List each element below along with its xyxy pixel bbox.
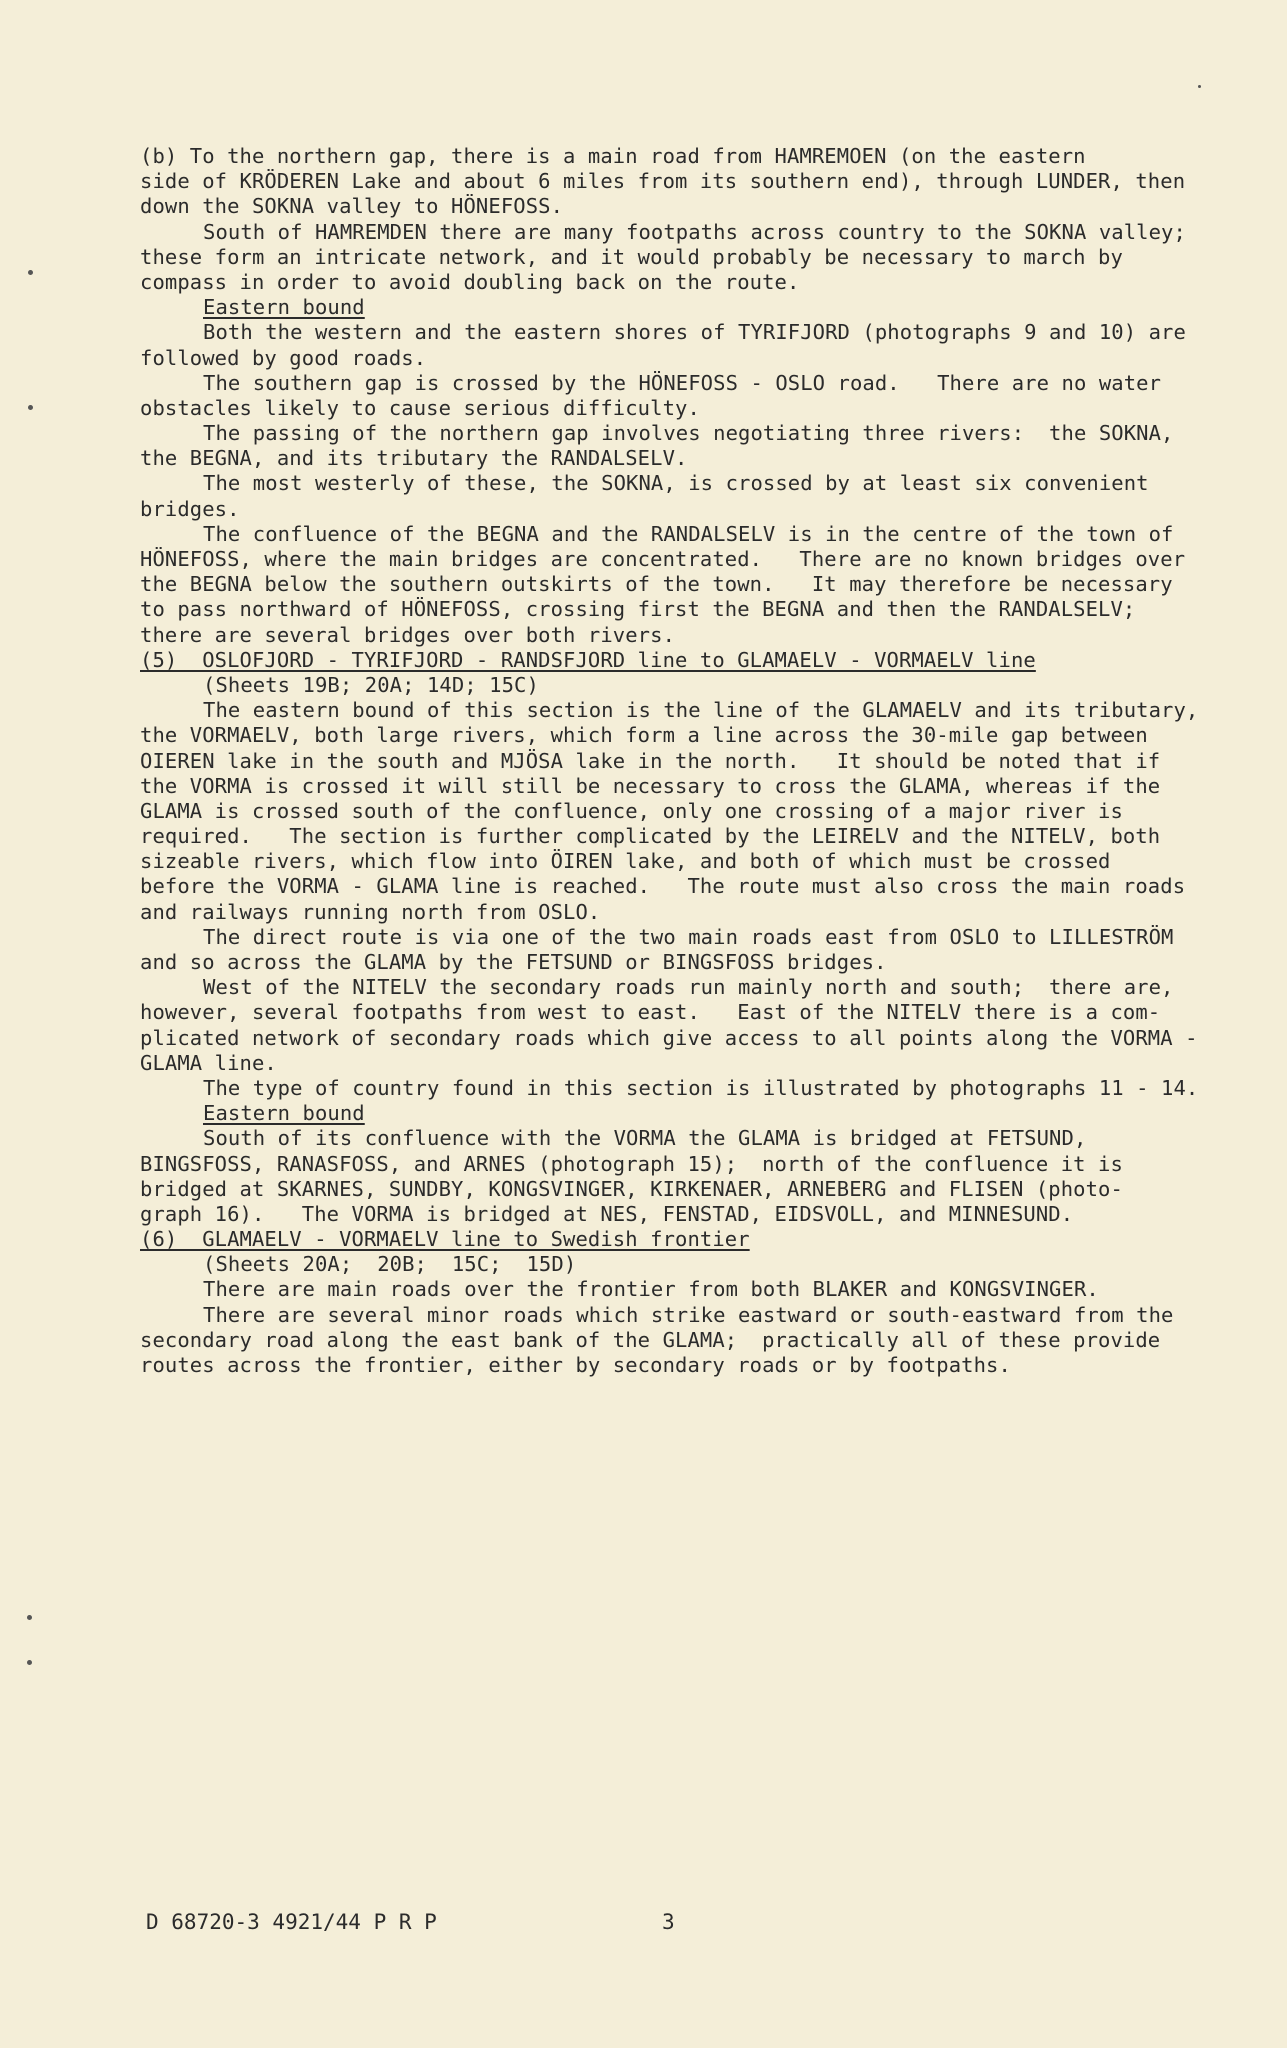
text-line: plicated network of secondary roads which give access to all points along the VORMA - (140, 1025, 1198, 1050)
text-line: South of HAMREMDEN there are many footpaths across country to the SOKNA valley; (203, 219, 1186, 244)
text-line: down the SOKNA valley to HÖNEFOSS. (140, 194, 564, 219)
sheet-reference: (Sheets 19B; 20A; 14D; 15C) (203, 672, 539, 697)
text-line: to pass northward of HÖNEFOSS, crossing first the BEGNA and then the RANDALSELV; (140, 597, 1136, 622)
text-line: the BEGNA, and its tributary the RANDALSELV. (140, 446, 688, 471)
margin-mark (27, 1615, 32, 1620)
document-reference-footer: D 68720-3 4921/44 P R P (146, 1910, 437, 1934)
text-line: there are several bridges over both rivers. (140, 622, 676, 647)
text-line: bridges. (140, 496, 240, 521)
text-line: before the VORMA - GLAMA line is reached. The route must also cross the main roads (140, 874, 1186, 899)
text-line: The most westerly of these, the SOKNA, is crossed by at least six convenient (203, 471, 1149, 496)
text-line: The type of country found in this section is illustrated by photographs 11 - 14. (203, 1075, 1199, 1100)
text-line: and railways running north from OSLO. (140, 899, 601, 924)
text-line: and so across the GLAMA by the FETSUND or BINGSFOSS bridges. (140, 950, 887, 974)
text-line: The eastern bound of this section is the line of the GLAMAELV and its tributary, (203, 698, 1199, 723)
text-line: graph 16). The VORMA is bridged at NES, FENSTAD, EIDSVOLL, and MINNESUND. (140, 1201, 1074, 1226)
section-heading: (5) OSLOFJORD - TYRIFJORD - RANDSFJORD line to GLAMAELV - VORMAELV line (140, 647, 1036, 672)
text-line: The confluence of the BEGNA and the RANDALSELV is in the centre of the town of (203, 521, 1174, 546)
text-line: sizeable rivers, which flow into ÖIREN lake, and both of which must be crossed (140, 849, 1111, 874)
text-line: HÖNEFOSS, where the main bridges are concentrated. There are no known bridges over (140, 547, 1186, 571)
text-line: West of the NITELV the secondary roads run mainly north and south; there are, (203, 975, 1174, 1000)
text-line: secondary road along the east bank of the GLAMA; practically all of these provide (140, 1327, 1161, 1352)
sheet-reference: (Sheets 20A; 20B; 15C; 15D) (203, 1252, 577, 1277)
section-heading: (6) GLAMAELV - VORMAELV line to Swedish frontier (140, 1227, 750, 1252)
text-line: GLAMA is crossed south of the confluence, only one crossing of a major river is (140, 798, 1123, 823)
margin-mark (28, 405, 33, 410)
text-line: compass in order to avoid doubling back on the route. (140, 269, 800, 294)
body-text (140, 144, 1220, 1403)
text-line: BINGSFOSS, RANASFOSS, and ARNES (photograph 15); north of the confluence it is (140, 1151, 1123, 1176)
text-line: obstacles likely to cause serious difficulty. (140, 395, 700, 420)
text-line: the VORMA is crossed it will still be necessary to cross the GLAMA, whereas if the (140, 773, 1161, 798)
text-line: however, several footpaths from west to east. East of the NITELV there is a com- (140, 1000, 1161, 1025)
text-line: the VORMAELV, both large rivers, which form a line across the 30-mile gap between (140, 723, 1148, 748)
text-line: GLAMA line. (140, 1050, 277, 1075)
text-line: followed by good roads. (140, 345, 427, 370)
section-heading: Eastern bound (203, 1101, 365, 1126)
page-number: 3 (662, 1910, 675, 1934)
text-line: The southern gap is crossed by the HÖNEFOSS - OSLO road. There are no water (203, 370, 1162, 395)
text-line (140, 1378, 1220, 1403)
margin-mark (27, 1660, 32, 1665)
text-line: OIEREN lake in the south and MJÖSA lake in the north. It should be noted that if (140, 748, 1161, 773)
text-line: The passing of the northern gap involves negotiating three rivers: the SOKNA, (203, 421, 1174, 446)
text-line: South of its confluence with the VORMA the GLAMA is bridged at FETSUND, (203, 1126, 1087, 1151)
text-line: the BEGNA below the southern outskirts of the town. It may therefore be necessary (140, 572, 1173, 597)
text-line: required. The section is further complicated by the LEIRELV and the NITELV, both (140, 824, 1161, 849)
section-heading: Eastern bound (203, 295, 365, 320)
text-line: The direct route is via one of the two main roads east from OSLO to LILLESTRÖM (203, 924, 1174, 949)
text-line: There are main roads over the frontier from both BLAKER and KONGSVINGER. (203, 1277, 1099, 1302)
margin-mark (1198, 85, 1201, 88)
text-line: side of KRÖDEREN Lake and about 6 miles from its southern end), through LUNDER, then (140, 169, 1186, 194)
text-line: There are several minor roads which strike eastward or south-eastward from the (203, 1302, 1174, 1327)
text-line: routes across the frontier, either by secondary roads or by footpaths. (140, 1353, 1011, 1377)
text-line: Both the western and the eastern shores of TYRIFJORD (photographs 9 and 10) are (203, 320, 1186, 345)
margin-mark (28, 270, 33, 275)
text-line: these form an intricate network, and it would probably be necessary to march by (140, 244, 1123, 269)
text-line: bridged at SKARNES, SUNDBY, KONGSVINGER, KIRKENAER, ARNEBERG and FLISEN (photo- (140, 1176, 1123, 1201)
text-line: (b) To the northern gap, there is a main road from HAMREMOEN (on the eastern (140, 144, 1086, 168)
